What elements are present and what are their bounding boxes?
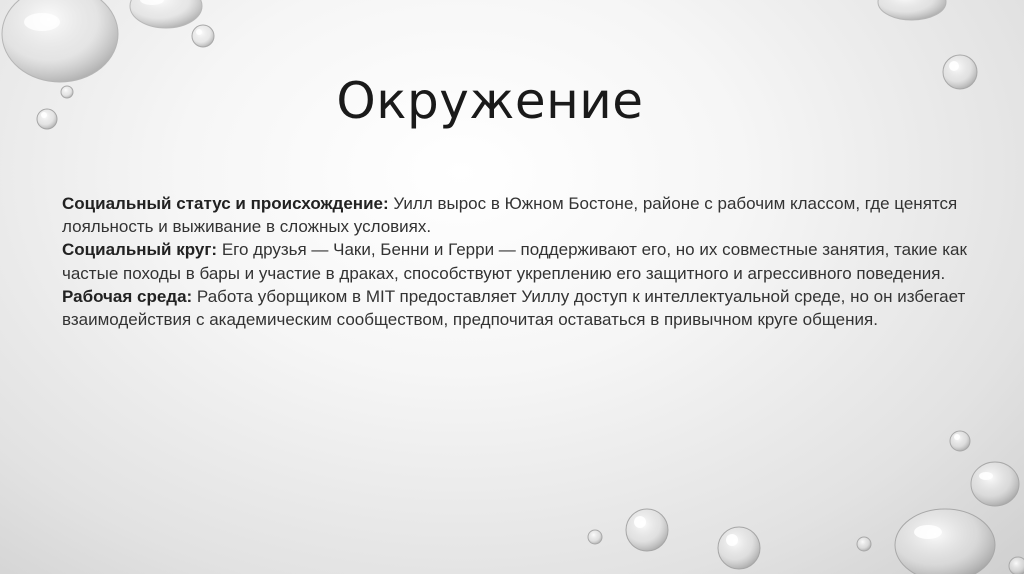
drop-top-left-large: [2, 0, 118, 82]
paragraph-label: Рабочая среда:: [62, 286, 193, 306]
drop-bottom-right-edge: [1009, 557, 1024, 574]
paragraph-text: Уилл вырос в Южном Бостоне, районе с рабочим классом, где ценятся лояльность и выживание в сложных условиях.: [62, 194, 958, 237]
drop-bottom-right-medium: [971, 462, 1019, 506]
paragraph-label: Социальный круг:: [62, 240, 218, 260]
drop-bottom-right-tiny: [857, 537, 871, 551]
paragraph-text: Работа уборщиком в MIT предоставляет Уиллу доступ к интеллектуальной среде, но он избегает взаимодействия с академическим сообществом, предпочитая оставаться в привычном круге общения.: [62, 286, 966, 330]
slide-body: [62, 192, 972, 331]
drop-small-1: [192, 25, 214, 47]
paragraph-label: Социальный статус и происхождение:: [62, 194, 389, 213]
drop-bottom-right-small: [950, 431, 970, 451]
drop-bottom-center-3: [588, 530, 602, 544]
drop-bottom-right-large: [895, 509, 995, 574]
drop-top-left-medium: [130, 0, 202, 28]
drop-bottom-center-2: [718, 527, 760, 569]
drop-bottom-center-1: [626, 509, 668, 551]
paragraph-social-status: [62, 192, 972, 238]
paragraph-social-circle: [62, 238, 972, 284]
slide-title: Окружение: [336, 72, 644, 130]
paragraph-text: Его друзья — Чаки, Бенни и Герри — поддерживают его, но их совместные занятия, такие как частые походы в бары и участие в драках, способствуют укреплению его защитного и агрессивного поведения.: [62, 240, 967, 283]
drop-top-right-large: [878, 0, 946, 20]
paragraph-work-environment: [62, 285, 972, 331]
